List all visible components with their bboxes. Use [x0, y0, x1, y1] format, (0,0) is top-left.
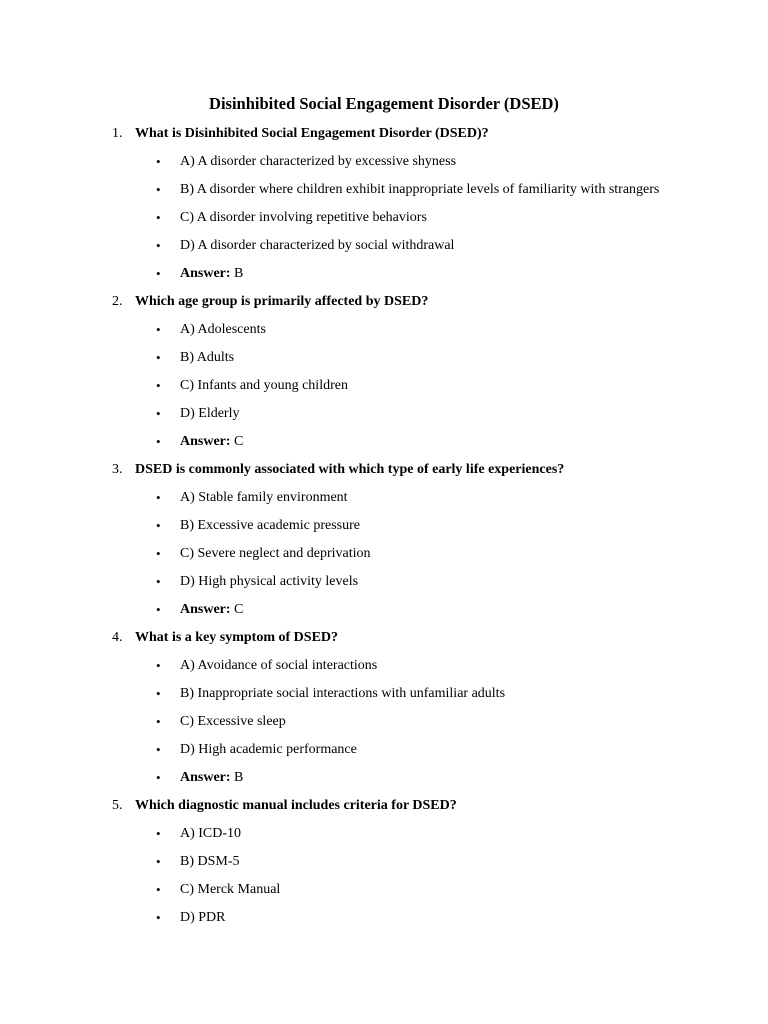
question-text: DSED is commonly associated with which type of early life experiences? — [135, 462, 565, 477]
option-text: A) ICD-10 — [180, 826, 242, 841]
option-text: B) DSM-5 — [180, 854, 240, 869]
answer-item — [0, 264, 768, 292]
bullet-icon: • — [156, 182, 161, 197]
option-item — [0, 488, 768, 516]
bullet-icon: • — [156, 518, 161, 533]
question-list — [0, 124, 768, 936]
option-item — [0, 152, 768, 180]
bullet-icon: • — [156, 686, 161, 701]
option-item — [0, 852, 768, 880]
bullet-icon: • — [156, 826, 161, 841]
option-text: A) Adolescents — [180, 322, 266, 337]
option-item — [0, 656, 768, 684]
question-number: 3. — [112, 462, 123, 477]
option-text: D) A disorder characterized by social withdrawal — [180, 238, 455, 253]
option-text: D) Elderly — [180, 406, 240, 421]
answer-text — [180, 768, 243, 788]
answer-text — [180, 600, 243, 620]
option-text: A) A disorder characterized by excessive shyness — [180, 154, 457, 169]
option-item — [0, 908, 768, 936]
option-text: A) Avoidance of social interactions — [180, 658, 378, 673]
answer-text — [180, 432, 243, 452]
page-title: Disinhibited Social Engagement Disorder (DSED) — [209, 94, 559, 113]
bullet-icon: • — [156, 574, 161, 589]
question-line — [0, 460, 768, 488]
bullet-icon: • — [156, 322, 161, 337]
answer-label: Answer: — [180, 770, 231, 785]
answer-item — [0, 600, 768, 628]
option-text: D) PDR — [180, 910, 226, 925]
option-item — [0, 824, 768, 852]
option-item — [0, 712, 768, 740]
question-item — [0, 292, 768, 460]
answer-label: Answer: — [180, 266, 231, 281]
bullet-icon: • — [156, 882, 161, 897]
question-number: 5. — [112, 798, 123, 813]
option-text: D) High physical activity levels — [180, 574, 359, 589]
option-text: C) Excessive sleep — [180, 714, 286, 729]
bullet-icon: • — [156, 210, 161, 225]
bullet-icon: • — [156, 546, 161, 561]
option-text: C) A disorder involving repetitive behaviors — [180, 210, 427, 225]
option-item — [0, 208, 768, 236]
question-number: 4. — [112, 630, 123, 645]
option-item — [0, 880, 768, 908]
question-item — [0, 628, 768, 796]
answer-item — [0, 432, 768, 460]
bullet-icon: • — [156, 910, 161, 925]
question-text: What is a key symptom of DSED? — [135, 630, 339, 645]
bullet-icon: • — [156, 714, 161, 729]
option-item — [0, 684, 768, 712]
option-item — [0, 236, 768, 264]
option-text: B) Inappropriate social interactions with unfamiliar adults — [180, 686, 506, 701]
option-list — [0, 656, 768, 796]
bullet-icon: • — [156, 434, 161, 449]
answer-text — [180, 264, 243, 284]
question-number: 1. — [112, 126, 123, 141]
option-text: C) Merck Manual — [180, 882, 281, 897]
question-item — [0, 460, 768, 628]
option-item — [0, 180, 768, 208]
option-item — [0, 320, 768, 348]
option-item — [0, 348, 768, 376]
answer-label: Answer: — [180, 434, 231, 449]
question-item — [0, 124, 768, 292]
bullet-icon: • — [156, 154, 161, 169]
option-text: B) A disorder where children exhibit inappropriate levels of familiarity with strangers — [180, 182, 660, 197]
option-list — [0, 488, 768, 628]
answer-label: Answer: — [180, 602, 231, 617]
question-line — [0, 796, 768, 824]
bullet-icon: • — [156, 406, 161, 421]
bullet-icon: • — [156, 350, 161, 365]
question-line — [0, 292, 768, 320]
answer-value: B — [230, 266, 244, 281]
bullet-icon: • — [156, 602, 161, 617]
option-item — [0, 740, 768, 768]
option-text: C) Severe neglect and deprivation — [180, 546, 371, 561]
answer-value: C — [230, 434, 244, 449]
question-text: Which diagnostic manual includes criteria for DSED? — [135, 798, 457, 813]
answer-value: B — [230, 770, 244, 785]
option-item — [0, 376, 768, 404]
option-text: D) High academic performance — [180, 742, 357, 757]
option-text: A) Stable family environment — [180, 490, 348, 505]
question-number: 2. — [112, 294, 123, 309]
option-text: C) Infants and young children — [180, 378, 348, 393]
bullet-icon: • — [156, 378, 161, 393]
option-list — [0, 152, 768, 292]
option-list — [0, 824, 768, 936]
option-text: B) Excessive academic pressure — [180, 518, 360, 533]
bullet-icon: • — [156, 266, 161, 281]
option-item — [0, 544, 768, 572]
option-item — [0, 516, 768, 544]
option-item — [0, 572, 768, 600]
question-line — [0, 124, 768, 152]
bullet-icon: • — [156, 238, 161, 253]
answer-item — [0, 768, 768, 796]
bullet-icon: • — [156, 658, 161, 673]
question-line — [0, 628, 768, 656]
answer-value: C — [230, 602, 244, 617]
option-item — [0, 404, 768, 432]
bullet-icon: • — [156, 742, 161, 757]
bullet-icon: • — [156, 854, 161, 869]
question-text: Which age group is primarily affected by DSED? — [135, 294, 429, 309]
question-text: What is Disinhibited Social Engagement Disorder (DSED)? — [135, 126, 489, 141]
bullet-icon: • — [156, 490, 161, 505]
option-text: B) Adults — [180, 350, 235, 365]
question-item — [0, 796, 768, 936]
bullet-icon: • — [156, 770, 161, 785]
option-list — [0, 320, 768, 460]
